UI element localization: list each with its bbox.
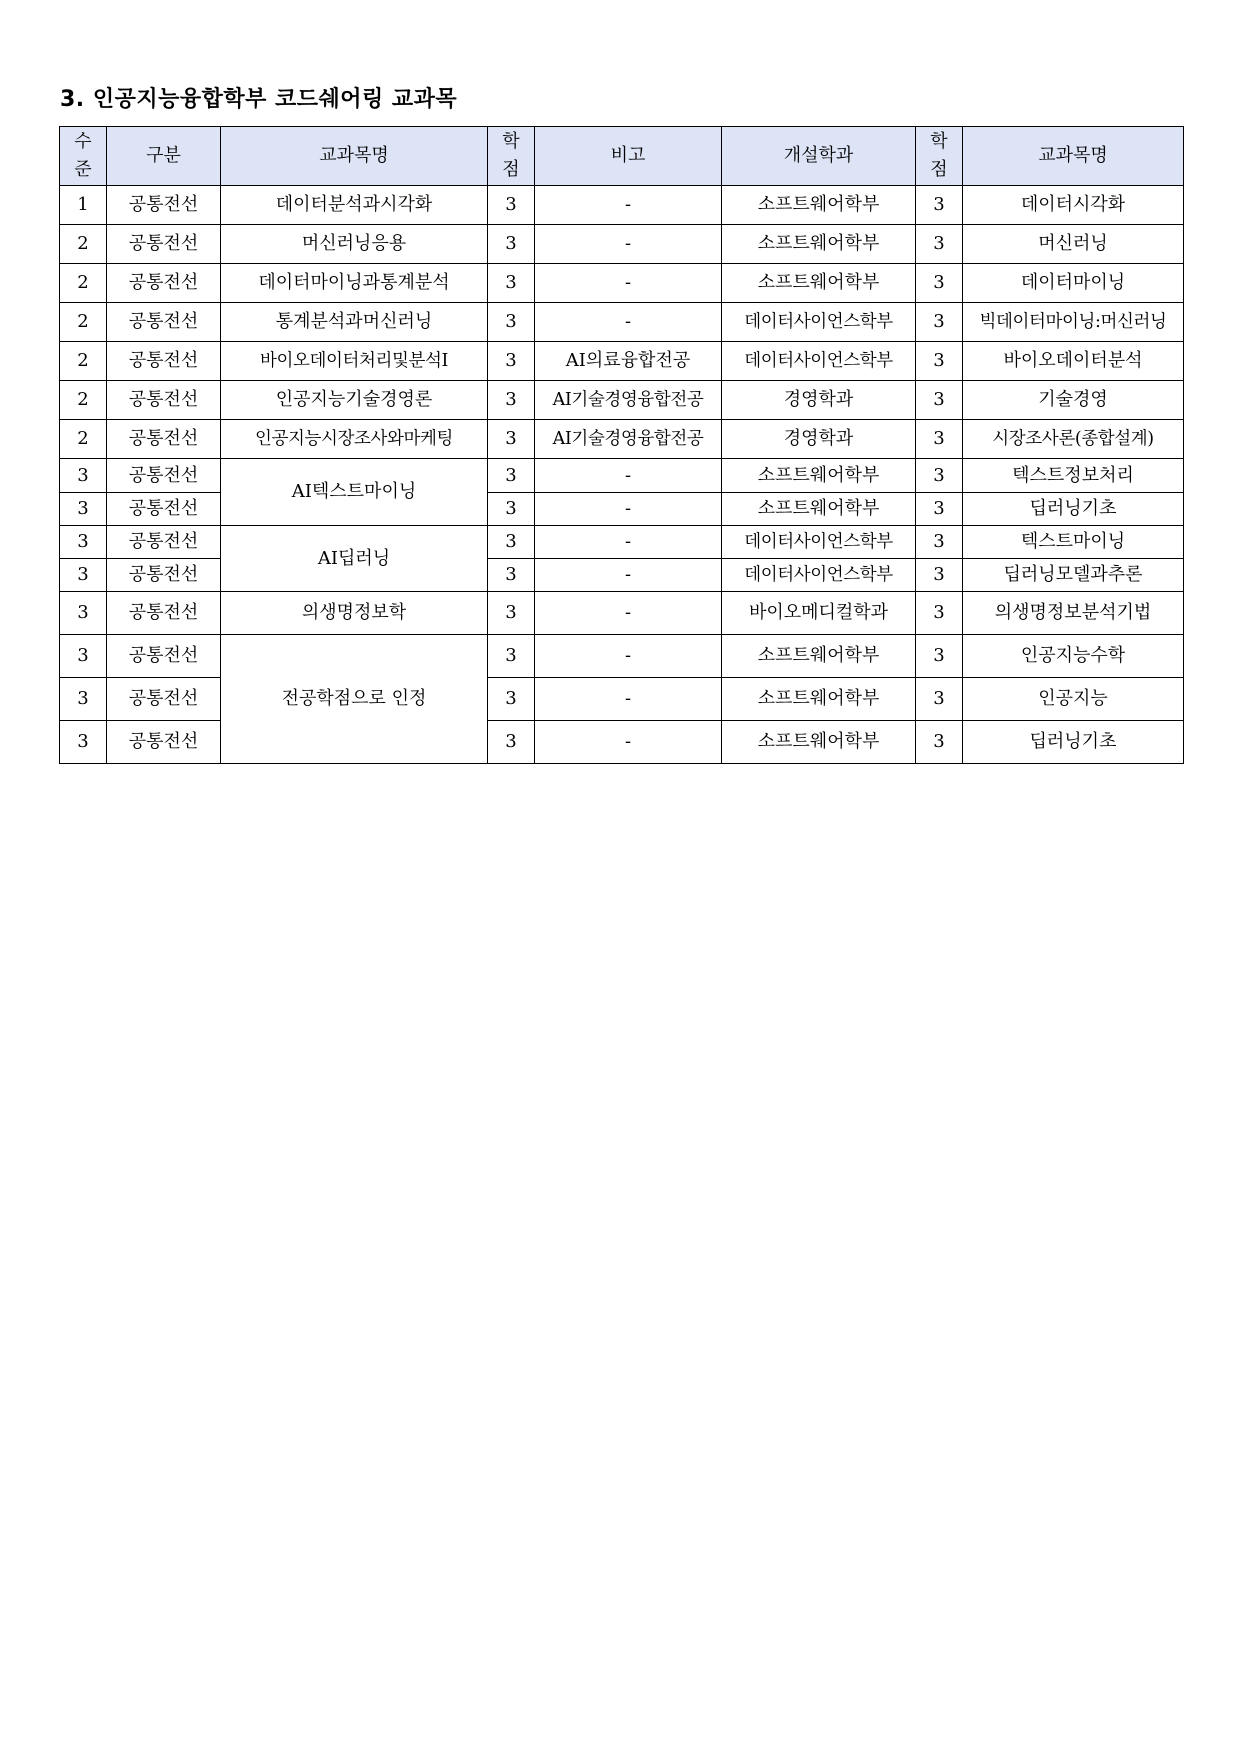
cell-note: - xyxy=(535,186,722,225)
table-row xyxy=(60,592,1184,635)
cell-dept: 소프트웨어학부 xyxy=(722,186,916,225)
cell-note: - xyxy=(535,592,722,635)
cell-course: 통계분석과머신러닝 xyxy=(221,303,488,342)
code-sharing-table xyxy=(59,126,1184,764)
cell-course: 데이터분석과시각화 xyxy=(221,186,488,225)
cell-credit: 3 xyxy=(488,526,535,559)
cell-note: - xyxy=(535,721,722,764)
cell-dept: 경영학과 xyxy=(722,381,916,420)
cell-note: - xyxy=(535,678,722,721)
cell-credit: 3 xyxy=(488,559,535,592)
cell-level: 3 xyxy=(60,526,107,559)
cell-credit: 3 xyxy=(488,303,535,342)
cell-category: 공통전선 xyxy=(107,678,221,721)
cell-credit-2: 3 xyxy=(916,559,963,592)
cell-credit-2: 3 xyxy=(916,526,963,559)
header-row xyxy=(60,127,1184,186)
cell-dept: 소프트웨어학부 xyxy=(722,635,916,678)
table-row xyxy=(60,264,1184,303)
header-credit: 학 점 xyxy=(488,127,535,186)
cell-course-2: 의생명정보분석기법 xyxy=(963,592,1184,635)
header-dept: 개설학과 xyxy=(722,127,916,186)
cell-note: - xyxy=(535,526,722,559)
table-row xyxy=(60,303,1184,342)
cell-course: AI텍스트마이닝 xyxy=(221,459,488,526)
cell-course: 바이오데이터처리및분석I xyxy=(221,342,488,381)
cell-course-2: 인공지능 xyxy=(963,678,1184,721)
cell-category: 공통전선 xyxy=(107,303,221,342)
table-row xyxy=(60,635,1184,678)
cell-category: 공통전선 xyxy=(107,381,221,420)
cell-level: 1 xyxy=(60,186,107,225)
cell-level: 3 xyxy=(60,721,107,764)
cell-course-2: 머신러닝 xyxy=(963,225,1184,264)
cell-course-2: 데이터시각화 xyxy=(963,186,1184,225)
cell-level: 2 xyxy=(60,381,107,420)
table-row xyxy=(60,225,1184,264)
cell-credit-2: 3 xyxy=(916,225,963,264)
header-note: 비고 xyxy=(535,127,722,186)
cell-note: - xyxy=(535,559,722,592)
cell-note: - xyxy=(535,635,722,678)
cell-credit: 3 xyxy=(488,459,535,493)
cell-dept: 소프트웨어학부 xyxy=(722,264,916,303)
cell-category: 공통전선 xyxy=(107,186,221,225)
cell-course-2: 바이오데이터분석 xyxy=(963,342,1184,381)
cell-note: - xyxy=(535,225,722,264)
cell-credit-2: 3 xyxy=(916,592,963,635)
cell-dept: 소프트웨어학부 xyxy=(722,459,916,493)
cell-course-2: 시장조사론(종합설계) xyxy=(963,420,1184,459)
cell-note: - xyxy=(535,459,722,493)
cell-level: 2 xyxy=(60,303,107,342)
cell-level: 3 xyxy=(60,592,107,635)
section-title: 3. 인공지능융합학부 코드쉐어링 교과목 xyxy=(60,87,458,112)
cell-credit: 3 xyxy=(488,678,535,721)
cell-course-2: 데이터마이닝 xyxy=(963,264,1184,303)
cell-dept: 소프트웨어학부 xyxy=(722,721,916,764)
cell-credit-2: 3 xyxy=(916,635,963,678)
cell-category: 공통전선 xyxy=(107,721,221,764)
cell-dept: 데이터사이언스학부 xyxy=(722,526,916,559)
cell-category: 공통전선 xyxy=(107,493,221,526)
cell-credit-2: 3 xyxy=(916,264,963,303)
cell-credit: 3 xyxy=(488,493,535,526)
cell-credit: 3 xyxy=(488,381,535,420)
cell-note: AI기술경영융합전공 xyxy=(535,420,722,459)
cell-course-2: 인공지능수학 xyxy=(963,635,1184,678)
cell-category: 공통전선 xyxy=(107,264,221,303)
cell-level: 2 xyxy=(60,225,107,264)
cell-level: 3 xyxy=(60,678,107,721)
cell-note: AI기술경영융합전공 xyxy=(535,381,722,420)
cell-note: - xyxy=(535,264,722,303)
cell-level: 3 xyxy=(60,559,107,592)
cell-credit: 3 xyxy=(488,342,535,381)
table-row xyxy=(60,186,1184,225)
cell-credit: 3 xyxy=(488,592,535,635)
table-row xyxy=(60,342,1184,381)
cell-credit: 3 xyxy=(488,225,535,264)
cell-credit: 3 xyxy=(488,420,535,459)
cell-course-2: 딥러닝모델과추론 xyxy=(963,559,1184,592)
cell-dept: 경영학과 xyxy=(722,420,916,459)
cell-course-2: 기술경영 xyxy=(963,381,1184,420)
cell-category: 공통전선 xyxy=(107,559,221,592)
cell-level: 2 xyxy=(60,264,107,303)
cell-course-2: 텍스트마이닝 xyxy=(963,526,1184,559)
cell-course: 인공지능시장조사와마케팅 xyxy=(221,420,488,459)
cell-course-2: 딥러닝기초 xyxy=(963,493,1184,526)
cell-dept: 소프트웨어학부 xyxy=(722,678,916,721)
cell-dept: 데이터사이언스학부 xyxy=(722,342,916,381)
cell-note: AI의료융합전공 xyxy=(535,342,722,381)
cell-course: 의생명정보학 xyxy=(221,592,488,635)
cell-course: 머신러닝응용 xyxy=(221,225,488,264)
cell-level: 3 xyxy=(60,635,107,678)
cell-dept: 소프트웨어학부 xyxy=(722,493,916,526)
cell-category: 공통전선 xyxy=(107,635,221,678)
cell-note: - xyxy=(535,303,722,342)
cell-credit-2: 3 xyxy=(916,459,963,493)
cell-credit-2: 3 xyxy=(916,420,963,459)
cell-dept: 바이오메디컬학과 xyxy=(722,592,916,635)
cell-credit-2: 3 xyxy=(916,342,963,381)
cell-course: AI딥러닝 xyxy=(221,526,488,592)
header-category: 구분 xyxy=(107,127,221,186)
cell-category: 공통전선 xyxy=(107,342,221,381)
cell-course: 인공지능기술경영론 xyxy=(221,381,488,420)
cell-credit: 3 xyxy=(488,635,535,678)
cell-level: 3 xyxy=(60,493,107,526)
cell-dept: 데이터사이언스학부 xyxy=(722,303,916,342)
table-row xyxy=(60,381,1184,420)
cell-credit-2: 3 xyxy=(916,381,963,420)
cell-credit: 3 xyxy=(488,721,535,764)
header-credit-2: 학 점 xyxy=(916,127,963,186)
cell-course: 전공학점으로 인정 xyxy=(221,635,488,764)
cell-note: - xyxy=(535,493,722,526)
header-course: 교과목명 xyxy=(221,127,488,186)
cell-category: 공통전선 xyxy=(107,526,221,559)
cell-dept: 소프트웨어학부 xyxy=(722,225,916,264)
cell-credit: 3 xyxy=(488,186,535,225)
table-row xyxy=(60,420,1184,459)
header-level: 수 준 xyxy=(60,127,107,186)
table-row xyxy=(60,459,1184,493)
cell-credit-2: 3 xyxy=(916,186,963,225)
cell-credit-2: 3 xyxy=(916,303,963,342)
cell-dept: 데이터사이언스학부 xyxy=(722,559,916,592)
cell-category: 공통전선 xyxy=(107,592,221,635)
cell-category: 공통전선 xyxy=(107,420,221,459)
table-row xyxy=(60,526,1184,559)
cell-credit-2: 3 xyxy=(916,493,963,526)
cell-credit-2: 3 xyxy=(916,678,963,721)
cell-credit: 3 xyxy=(488,264,535,303)
header-course-2: 교과목명 xyxy=(963,127,1184,186)
cell-category: 공통전선 xyxy=(107,225,221,264)
cell-level: 2 xyxy=(60,342,107,381)
cell-level: 3 xyxy=(60,459,107,493)
cell-level: 2 xyxy=(60,420,107,459)
cell-course-2: 딥러닝기초 xyxy=(963,721,1184,764)
cell-course: 데이터마이닝과통계분석 xyxy=(221,264,488,303)
cell-credit-2: 3 xyxy=(916,721,963,764)
cell-course-2: 텍스트정보처리 xyxy=(963,459,1184,493)
cell-course-2: 빅데이터마이닝:머신러닝 xyxy=(963,303,1184,342)
cell-category: 공통전선 xyxy=(107,459,221,493)
